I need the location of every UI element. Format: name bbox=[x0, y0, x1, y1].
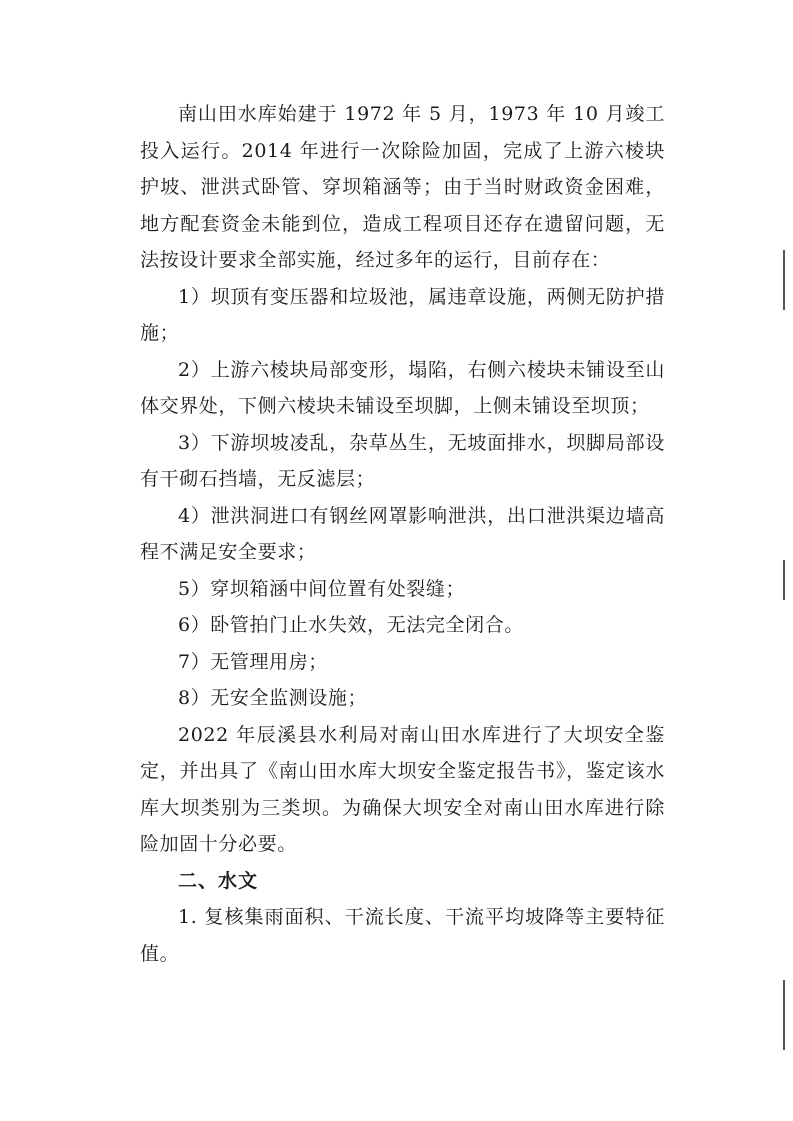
issue-item-6: 6）卧管拍门止水失效，无法完全闭合。 bbox=[178, 614, 524, 636]
issue-item-8: 8）无安全监测设施； bbox=[178, 687, 368, 709]
issue-item-3: 3）下游坝坡凌乱，杂草丛生，无坡面排水，坝脚局部设有干砌石挡墙，无反滤层； bbox=[140, 431, 665, 490]
scan-edge-mark bbox=[783, 560, 785, 600]
intro-paragraph: 南山田水库始建于 1972 年 5 月，1973 年 10 月竣工投入运行。2014 年进行一次除险加固，完成了上游六棱块护坡、泄洪式卧管、穿坝箱涵等；由于当时财政资金困难，地方配套资金未能到位，造成工程项目还存在遗留问题，无法按设计要求全部实施，经过多年的运行，目前存在： bbox=[140, 103, 665, 271]
issue-item-2: 2）上游六棱块局部变形，塌陷，右侧六棱块未铺设至山体交界处，下侧六棱块未铺设至坝脚，上侧未铺设至坝顶； bbox=[140, 358, 665, 417]
section-heading-hydrology: 二、水文 bbox=[178, 869, 259, 892]
scan-edge-mark bbox=[783, 980, 785, 1050]
conclusion-paragraph: 2022 年辰溪县水利局对南山田水库进行了大坝安全鉴定，并出具了《南山田水库大坝安全鉴定报告书》，鉴定该水库大坝类别为三类坝。为确保大坝安全对南山田水库进行除险加固十分必要。 bbox=[140, 723, 665, 855]
issue-item-1: 1）坝顶有变压器和垃圾池，属违章设施，两侧无防护措施； bbox=[140, 285, 665, 344]
scan-edge-mark bbox=[783, 250, 785, 310]
issue-item-5: 5）穿坝箱涵中间位置有处裂缝； bbox=[178, 577, 466, 600]
hydrology-item-1: 1. 复核集雨面积、干流长度、干流平均坡降等主要特征值。 bbox=[140, 906, 665, 965]
issue-item-7: 7）无管理用房； bbox=[178, 650, 328, 673]
issue-item-4: 4）泄洪洞进口有钢丝网罩影响泄洪，出口泄洪渠边墙高程不满足安全要求； bbox=[140, 504, 665, 563]
document-body bbox=[140, 96, 665, 972]
